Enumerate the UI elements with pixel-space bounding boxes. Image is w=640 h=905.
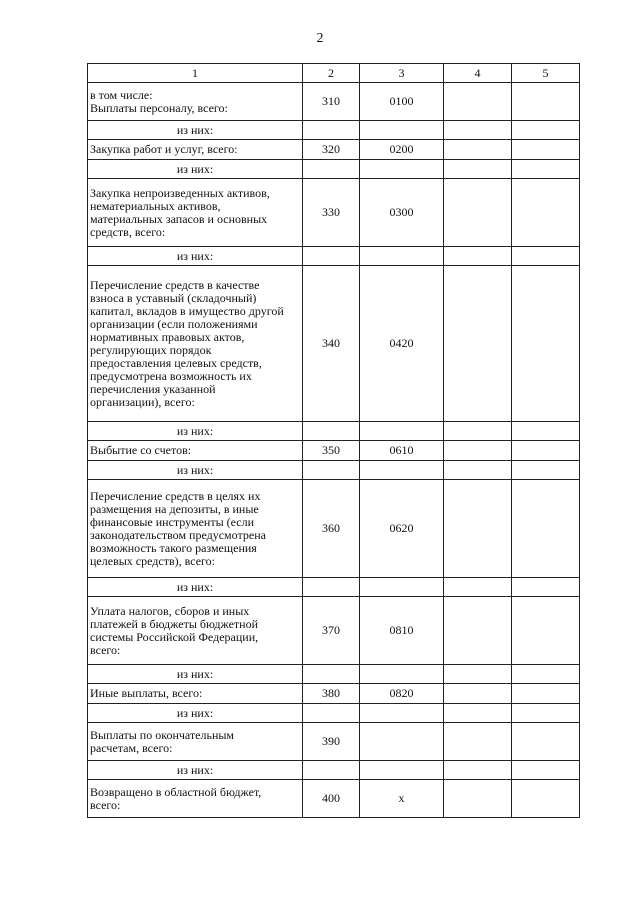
empty-cell	[512, 761, 580, 780]
sub-row-label: из них:	[88, 761, 303, 780]
row-name: Уплата налогов, сборов и иных платежей в бюджеты бюджетной системы Российской Федерации, всего:	[88, 597, 303, 665]
empty-cell	[360, 422, 444, 441]
row-line-code: 350	[303, 441, 360, 461]
empty-cell	[512, 461, 580, 480]
row-line-code: 310	[303, 83, 360, 121]
sub-row-label: из них:	[88, 461, 303, 480]
table-row	[88, 597, 580, 665]
empty-cell	[303, 121, 360, 140]
empty-cell	[512, 665, 580, 684]
header-cell: 4	[444, 64, 512, 83]
page-number: 2	[316, 31, 324, 46]
table-row	[88, 441, 580, 461]
empty-cell	[444, 441, 512, 461]
sub-row-label: из них:	[88, 578, 303, 597]
empty-cell	[444, 704, 512, 723]
empty-cell	[444, 140, 512, 160]
sub-row-label: из них:	[88, 121, 303, 140]
row-kosgu-code: х	[360, 780, 444, 818]
row-kosgu-code: 0620	[360, 480, 444, 578]
empty-cell	[444, 723, 512, 761]
empty-cell	[360, 247, 444, 266]
empty-cell	[512, 266, 580, 422]
empty-cell	[512, 179, 580, 247]
empty-cell	[360, 578, 444, 597]
empty-cell	[444, 761, 512, 780]
empty-cell	[444, 121, 512, 140]
empty-cell	[444, 461, 512, 480]
table-header-row	[88, 64, 580, 83]
empty-cell	[360, 160, 444, 179]
empty-cell	[444, 247, 512, 266]
empty-cell	[512, 480, 580, 578]
row-name: Выбытие со счетов:	[88, 441, 303, 461]
empty-cell	[444, 179, 512, 247]
row-name: Выплаты по окончательным расчетам, всего:	[88, 723, 303, 761]
sub-row-label: из них:	[88, 247, 303, 266]
empty-cell	[303, 461, 360, 480]
empty-cell	[512, 422, 580, 441]
report-table	[87, 63, 580, 818]
sub-row	[88, 121, 580, 140]
empty-cell	[512, 140, 580, 160]
row-name: Перечисление средств в целях их размещения на депозиты, в иные финансовые инструменты (если законодательством предусмотрена возможность такого размещения целевых средств), всего:	[88, 480, 303, 578]
sub-row-label: из них:	[88, 704, 303, 723]
row-kosgu-code: 0610	[360, 441, 444, 461]
sub-row	[88, 665, 580, 684]
empty-cell	[444, 266, 512, 422]
sub-row-label: из них:	[88, 160, 303, 179]
table-row	[88, 83, 580, 121]
table-row	[88, 480, 580, 578]
empty-cell	[512, 578, 580, 597]
row-line-code: 360	[303, 480, 360, 578]
table-row	[88, 723, 580, 761]
sub-row	[88, 578, 580, 597]
row-line-code: 340	[303, 266, 360, 422]
sub-row-label: из них:	[88, 422, 303, 441]
row-name: в том числе: Выплаты персоналу, всего:	[88, 83, 303, 121]
table-row	[88, 140, 580, 160]
row-kosgu-code: 0300	[360, 179, 444, 247]
empty-cell	[360, 761, 444, 780]
empty-cell	[360, 461, 444, 480]
row-name: Иные выплаты, всего:	[88, 684, 303, 704]
empty-cell	[444, 480, 512, 578]
empty-cell	[444, 780, 512, 818]
sub-row	[88, 160, 580, 179]
empty-cell	[303, 665, 360, 684]
row-name: Закупка непроизведенных активов, нематериальных активов, материальных запасов и основных средств, всего:	[88, 179, 303, 247]
sub-row	[88, 704, 580, 723]
row-line-code: 320	[303, 140, 360, 160]
empty-cell	[512, 247, 580, 266]
row-kosgu-code: 0200	[360, 140, 444, 160]
empty-cell	[303, 422, 360, 441]
empty-cell	[360, 665, 444, 684]
empty-cell	[512, 597, 580, 665]
header-cell: 1	[88, 64, 303, 83]
table-row	[88, 266, 580, 422]
row-kosgu-code	[360, 723, 444, 761]
empty-cell	[512, 83, 580, 121]
header-cell: 3	[360, 64, 444, 83]
empty-cell	[512, 723, 580, 761]
sub-row	[88, 761, 580, 780]
row-line-code: 330	[303, 179, 360, 247]
row-kosgu-code: 0100	[360, 83, 444, 121]
row-line-code: 390	[303, 723, 360, 761]
row-kosgu-code: 0420	[360, 266, 444, 422]
sub-row	[88, 461, 580, 480]
row-name: Перечисление средств в качестве взноса в уставный (складочный) капитал, вкладов в имущество другой организации (если положениями нормативных правовых актов, регулирующих порядок предоставления целевых средств, предусмотрена возможность их перечисления указанной организации), всего:	[88, 266, 303, 422]
header-cell: 2	[303, 64, 360, 83]
empty-cell	[512, 780, 580, 818]
empty-cell	[303, 247, 360, 266]
empty-cell	[303, 761, 360, 780]
empty-cell	[444, 665, 512, 684]
empty-cell	[512, 441, 580, 461]
row-name: Возвращено в областной бюджет, всего:	[88, 780, 303, 818]
empty-cell	[444, 422, 512, 441]
sub-row-label: из них:	[88, 665, 303, 684]
row-line-code: 380	[303, 684, 360, 704]
sub-row	[88, 247, 580, 266]
table-row	[88, 179, 580, 247]
empty-cell	[444, 160, 512, 179]
empty-cell	[303, 704, 360, 723]
empty-cell	[360, 121, 444, 140]
empty-cell	[512, 121, 580, 140]
table-row	[88, 780, 580, 818]
row-name: Закупка работ и услуг, всего:	[88, 140, 303, 160]
header-cell: 5	[512, 64, 580, 83]
empty-cell	[512, 684, 580, 704]
empty-cell	[512, 160, 580, 179]
row-line-code: 400	[303, 780, 360, 818]
empty-cell	[303, 160, 360, 179]
row-line-code: 370	[303, 597, 360, 665]
empty-cell	[303, 578, 360, 597]
sub-row	[88, 422, 580, 441]
table-row	[88, 684, 580, 704]
empty-cell	[512, 704, 580, 723]
empty-cell	[444, 684, 512, 704]
empty-cell	[444, 83, 512, 121]
row-kosgu-code: 0820	[360, 684, 444, 704]
empty-cell	[444, 597, 512, 665]
empty-cell	[444, 578, 512, 597]
row-kosgu-code: 0810	[360, 597, 444, 665]
empty-cell	[360, 704, 444, 723]
